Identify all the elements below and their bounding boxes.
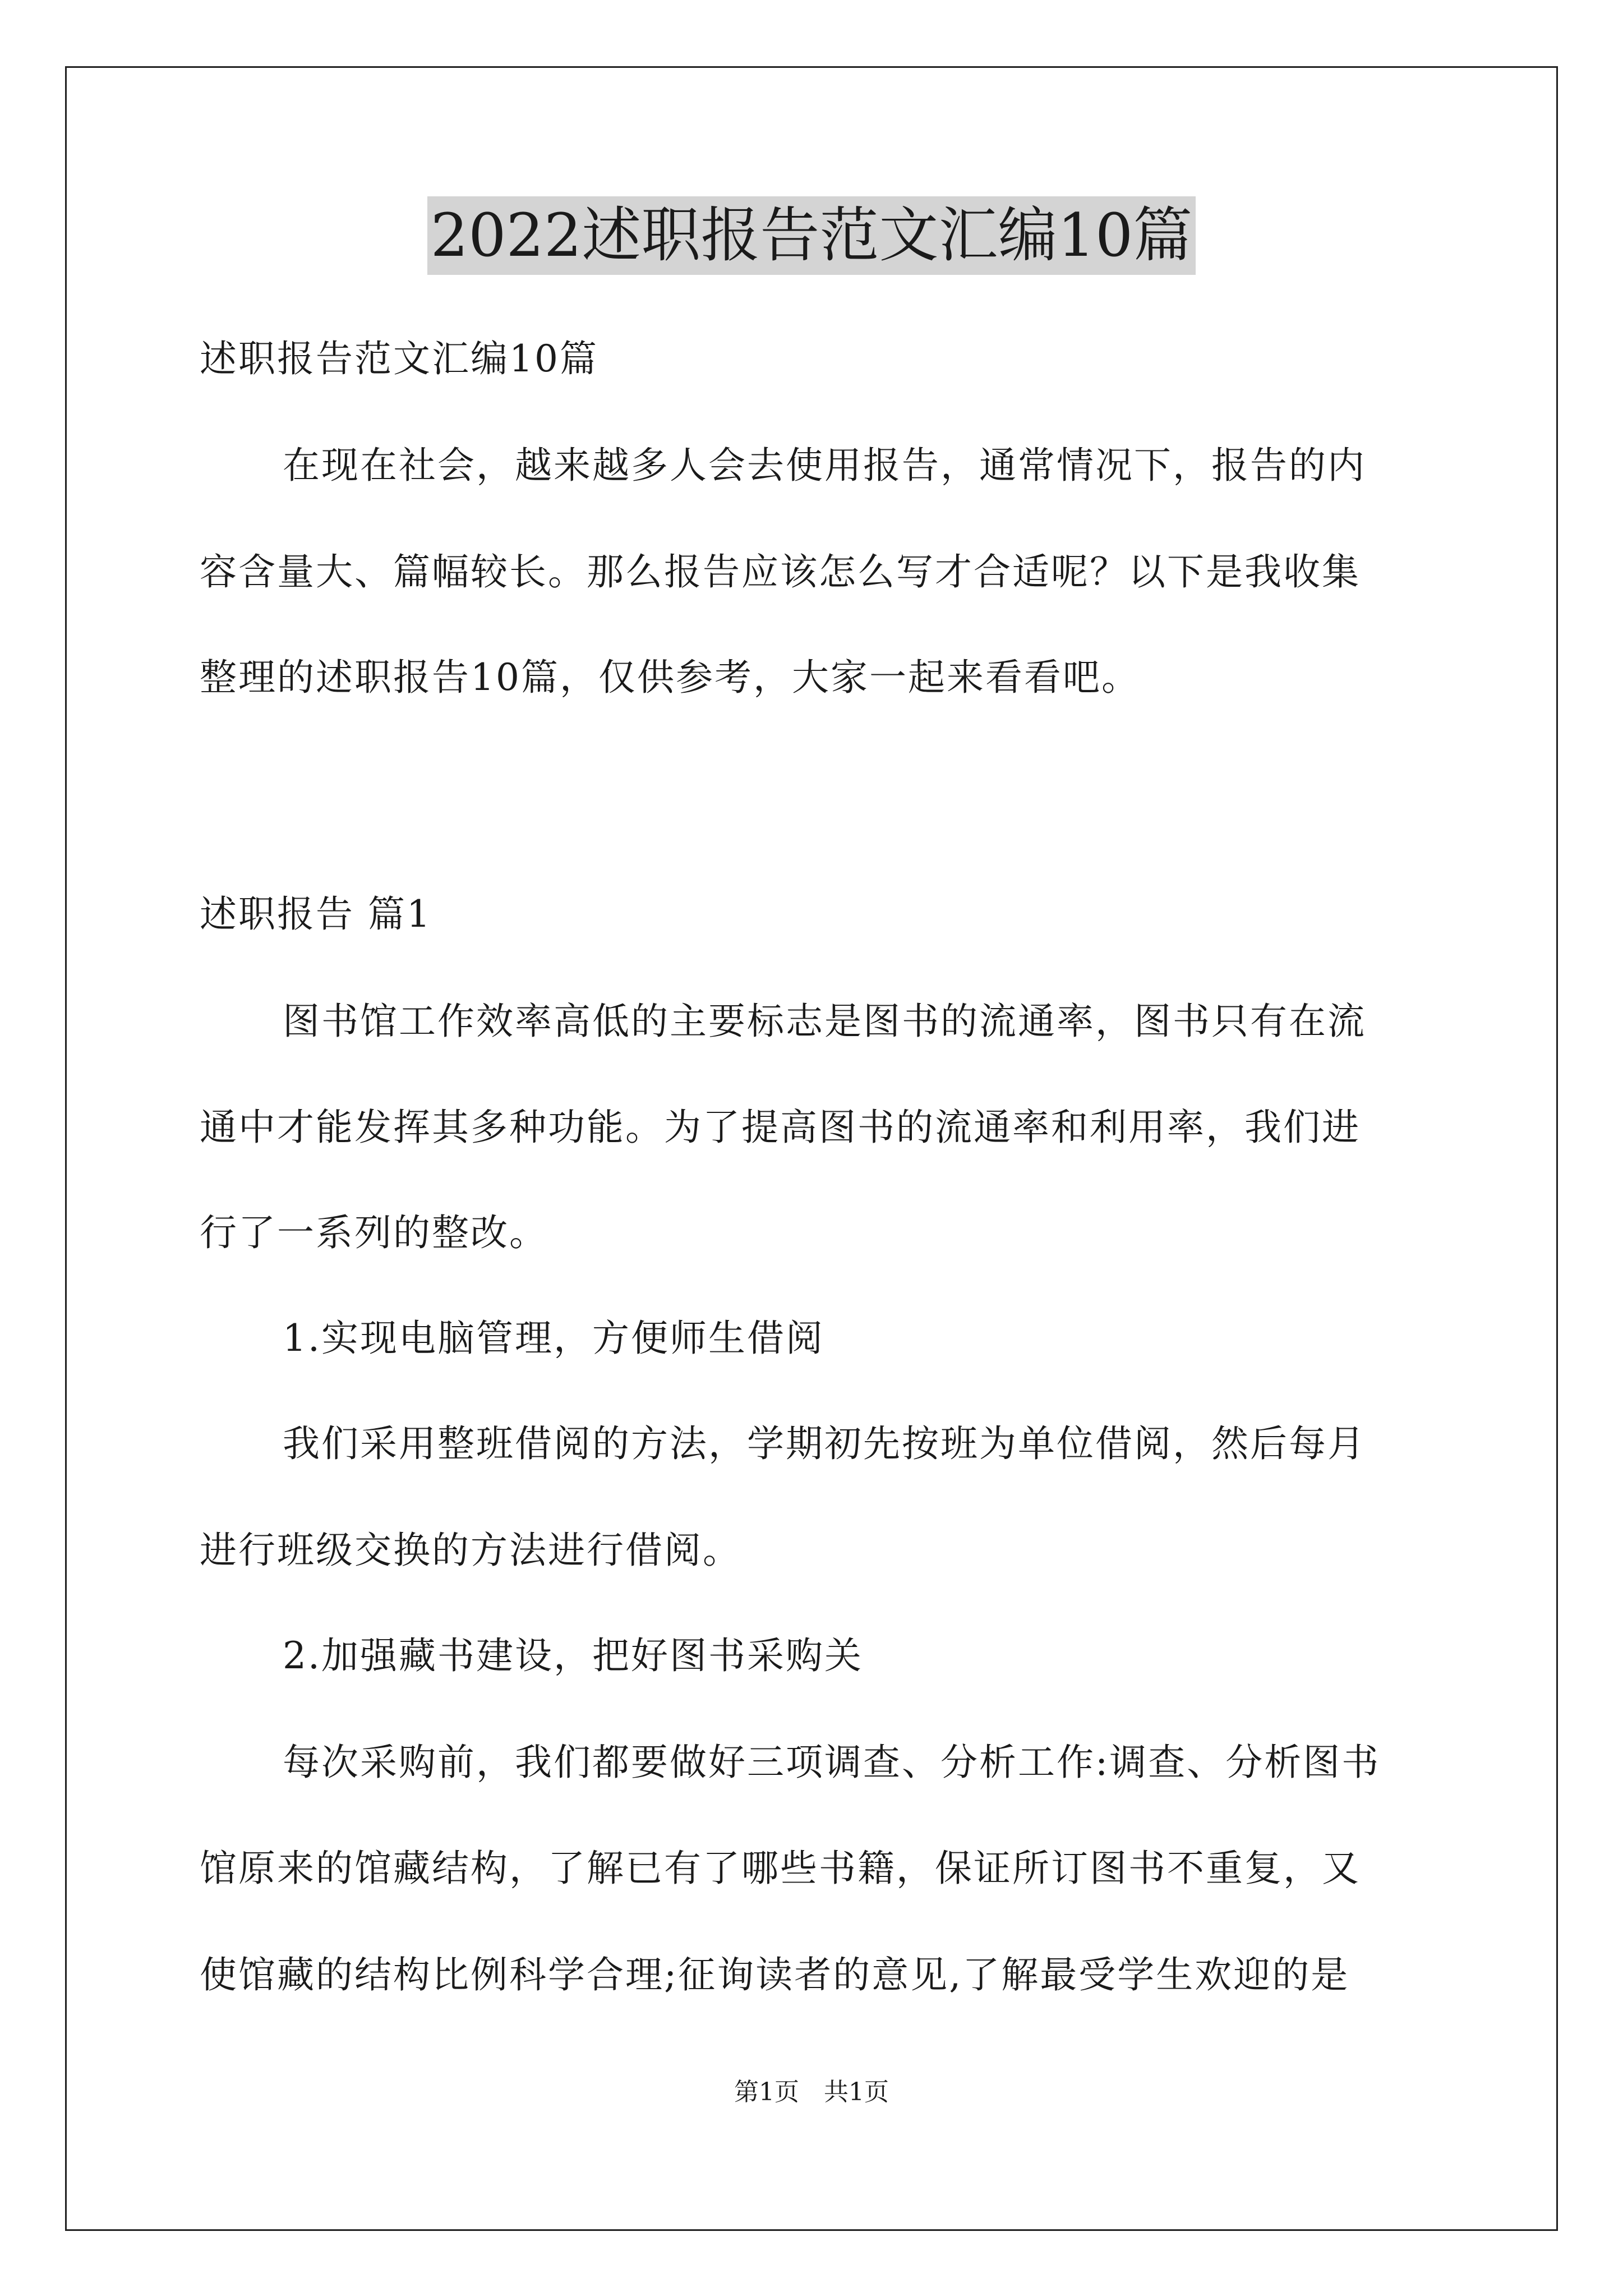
intro-line: 在现在社会，越来越多人会去使用报告，通常情况下，报告的内 <box>283 444 1366 487</box>
intro-line: 容含量大、篇幅较长。那么报告应该怎么写才合适呢？以下是我收集 <box>200 550 1361 593</box>
paragraph-line: 图书馆工作效率高低的主要标志是图书的流通率，图书只有在流 <box>283 1000 1366 1043</box>
paragraph-line: 行了一系列的整改。 <box>200 1211 548 1254</box>
document-subtitle: 述职报告范文汇编10篇 <box>200 337 598 380</box>
intro-line: 整理的述职报告10篇，仅供参考，大家一起来看看吧。 <box>200 656 1140 699</box>
section-heading: 述职报告 篇1 <box>200 892 432 936</box>
paragraph-line: 通中才能发挥其多种功能。为了提高图书的流通率和利用率，我们进 <box>200 1106 1361 1149</box>
list-heading: 2.加强藏书建设，把好图书采购关 <box>283 1634 863 1677</box>
title-container <box>0 196 1623 275</box>
paragraph-line: 进行班级交换的方法进行借阅。 <box>200 1529 741 1572</box>
paragraph-line: 我们采用整班借阅的方法，学期初先按班为单位借阅，然后每月 <box>283 1422 1366 1465</box>
paragraph-line: 每次采购前，我们都要做好三项调查、分析工作:调查、分析图书 <box>283 1741 1381 1784</box>
document-title: 2022述职报告范文汇编10篇 <box>427 196 1196 275</box>
paragraph-line: 使馆藏的结构比例科学合理;征询读者的意见,了解最受学生欢迎的是 <box>200 1953 1350 1996</box>
page-footer: 第1页 共1页 <box>734 2078 889 2106</box>
paragraph-line: 馆原来的馆藏结构，了解已有了哪些书籍，保证所订图书不重复，又 <box>200 1847 1361 1890</box>
list-heading: 1.实现电脑管理，方便师生借阅 <box>283 1317 824 1360</box>
